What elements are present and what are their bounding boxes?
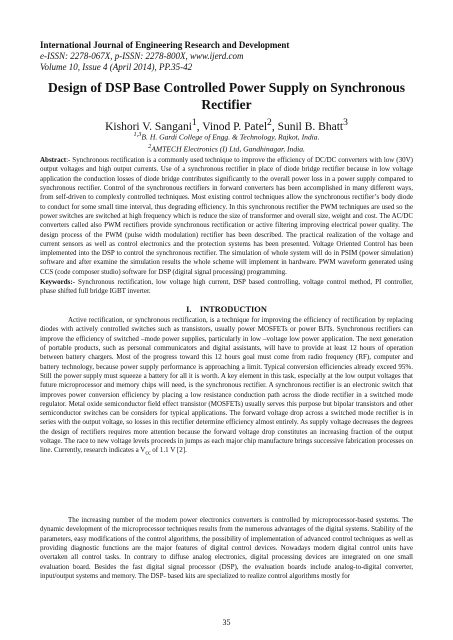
author-name: Kishori V. Sangani [105, 120, 192, 133]
paper-title: Design of DSP Base Controlled Power Supply on Synchronous Rectifier [47, 80, 406, 112]
author-affiliation-mark: 3 [343, 117, 348, 128]
abstract [40, 156, 413, 277]
journal-header [40, 40, 420, 73]
keywords-text: Synchronous rectification, low voltage high current, DSP based controlling, voltage control method, PI controller, phase shifted full bridge IGBT inverter. [40, 278, 413, 296]
journal-issn: e-ISSN: 2278-067X, p-ISSN: 2278-800X, www.ijerd.com [40, 51, 244, 61]
page-number: 35 [222, 618, 231, 627]
abstract-label: Abstract [40, 156, 67, 164]
affiliation-line [40, 130, 413, 142]
author-list: Kishori V. Sangani$^1$, Vinod P. Patel$^2$, Sunil B. Bhatt$^3$ [105, 117, 348, 133]
keywords-label: Keywords:- [40, 278, 75, 286]
abstract-text: :- Synchronous rectification is a commonly used technique to improve the efficiency of DC/DC converters with low (30V) output voltages and high output currents. Use of a synchronous rectifier in place of diode bridge rectifier because in low voltage application the conduction losses of diode bridge contributes significantly to the overall power loss in a power supply compared to synchronous rectifier. Control of the synchronous rectifiers in forward converters has been accomplished in many different ways, from self-driven to complexly controlled techniques. Most existing control techniques allow the synchronous rectifier’s body diode to conduct for some small time interval, thus degrading efficiency. In this synchronous rectifier the PWM techniques are used so the power switches are switched at high frequency which is reduce the size of transformer and overall size, weight and cost. The AC/DC converters called also PWM rectifiers provide synchronous rectification or active filtering improving electrical power quality. The design process of the PWM (pulse width modulation) rectifier has been described. The practical realization of the voltage and current sensors as well as control electronics and the protection systems has been presented. Voltage Oriented Control has been implemented into the DSP to control the synchronous rectifier. The simulation of whole system will do in PSIM (power simulation) software and after examine the simulation results the whole scheme will implement in hardware. PWM waveform generated using CCS (code composer studio) software for DSP (digital signal processing) programming. [40, 156, 413, 276]
paragraph-text: Active rectification, or synchronous rectification, is a technique for improving the efficiency of rectification by replacing diodes with actively controlled switches such as transistors, usually power MOSFETs or power BJTs. Synchronous rectifiers can improve the efficiency of switched –mode power supplies, particularly in low –voltage low power application. The next generation of portable products, such as personal communicators and digital assistants, will have to provide at least 12 hours of operation between battery chargers. Most of the progress toward this 12 hours goal must come from radio frequency (RF), computer and battery technology, because power supply performance is approaching a limit. Typical conversion efficiencies already exceed 95%. Still the power supply must squeeze a battery for all it is worth. A key element in this task, especially at the low output voltages that future microprocessor and memory chips will need, is the synchronous rectifier. A synchronous rectifier is an electronic switch that improves power conversion efficiency by placing a low resistance conduction path across the diode rectifier in a switched mode regulator. Metal oxide semiconductor field effect transistor (MOSFETs) usually serves this purpose but bipolar transistors and other semiconductor switches can be considers for typical applications. The forward voltage drop across a switched mode rectifier is in series with the output voltage, so losses in this rectifier determine efficiency almost entirely. As supply voltage decreases the degrees the design of rectifiers requires more attention because the forward voltage drop constitutes an increasing fraction of the output voltage. The race to new voltage levels proceeds in jumps as each major chip manufacture brings successive fabrication processes on line. Currently, research indicates a V [40, 316, 413, 455]
journal-volume: Volume 10, Issue 4 (April 2014), PP.35-42 [40, 62, 193, 72]
body-paragraph [40, 316, 413, 459]
affiliation-mark: 2 [148, 143, 152, 151]
affiliation-text: B. H. Gardi College of Engg. & Technology, Rajkot, India. [141, 132, 320, 142]
author-name: Vinod P. Patel [202, 120, 268, 133]
author-affiliation-mark: 1 [191, 117, 197, 128]
body-paragraph [40, 516, 413, 581]
section-heading: I. INTRODUCTION [186, 305, 267, 314]
affiliation-mark: 1,3 [133, 131, 142, 138]
author-affiliation-mark: 2 [267, 117, 272, 128]
subscript: cc [145, 450, 151, 457]
affiliations [40, 130, 413, 154]
paragraph-text: The increasing number of the modern power electronics converters is controlled by microprocessor-based systems. The dynamic development of the microprocessor techniques results from the numerous advantages of the digital systems. Stability of the parameters, easy modifications of the control algorithms, the possibility of implementation of advanced control techniques as well as providing diagnostic functions are the major features of digital control devices. Nowadays modern digital control units have overtaken all control tasks. In contrary to diffuse analog electronics, digital processing devices are integrated on one small evaluation board. Besides the fast digital signal processor (DSP), the evaluation boards include analog-to-digital converter, input/output systems and memory. The DSP- based kits are specialized to realize control algorithms mostly for [40, 516, 413, 580]
author-name: Sunil B. Bhatt [277, 120, 344, 133]
keywords [40, 278, 413, 297]
affiliation-text: AMTECH Electronics (I) Ltd, Gandhinagar, India. [151, 144, 305, 154]
paragraph-text-tail: of 1.1 V [2]. [150, 446, 187, 455]
affiliation-line [40, 142, 413, 154]
journal-name: International Journal of Engineering Research and Development [40, 40, 290, 50]
